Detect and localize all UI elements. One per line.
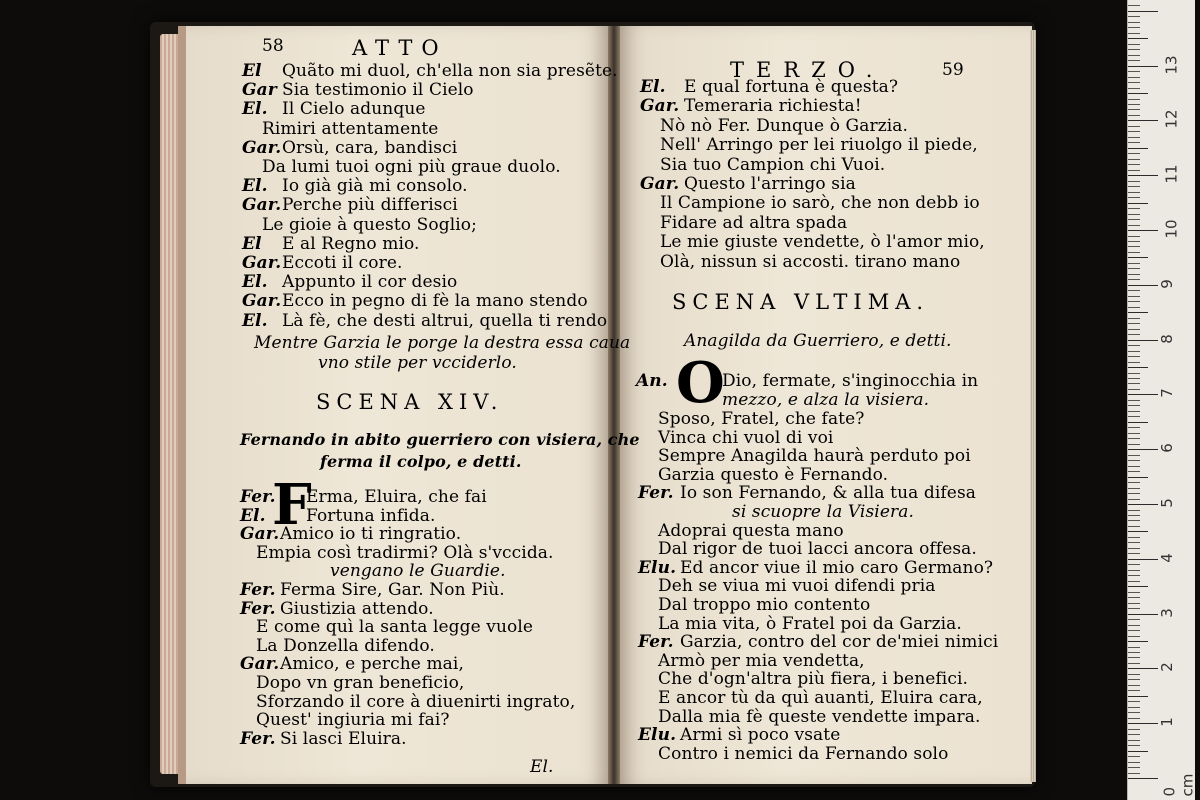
ruler-tick: [1128, 82, 1140, 83]
ruler-tick: [1128, 274, 1140, 275]
ruler-tick: [1128, 131, 1140, 132]
ruler-tick: [1128, 630, 1140, 631]
text-line: Io son Fernando, & alla tua difesa: [680, 483, 977, 504]
ruler-tick: [1128, 520, 1140, 521]
ruler-tick: [1128, 351, 1140, 352]
ruler-tick: [1128, 773, 1140, 774]
ruler-tick: [1128, 378, 1140, 379]
ruler-label: 6: [1157, 443, 1176, 453]
ruler-tick: [1128, 515, 1140, 516]
text-line: Deh se viua mi vuoi difendi pria: [658, 576, 936, 597]
ruler-tick: [1128, 745, 1140, 746]
ruler-tick: [1128, 592, 1140, 593]
text-line: Sposo, Fratel, che fate?: [658, 409, 865, 429]
ruler-label: 9: [1157, 279, 1176, 289]
text-line: Temeraria richiesta!: [684, 96, 862, 117]
ruler-tick: [1128, 553, 1140, 554]
ruler-tick: [1128, 762, 1140, 763]
ruler-tick: [1128, 241, 1140, 242]
ruler-tick: [1128, 619, 1140, 620]
ruler-tick: [1128, 279, 1140, 280]
ruler-tick: [1128, 71, 1140, 72]
text-line: Eccoti il core.: [282, 253, 403, 273]
measurement-ruler: [1127, 0, 1195, 800]
text-line: E ancor tù da quì auanti, Eluira cara,: [658, 688, 983, 708]
text-line: Ecco in pegno di fè la mano stendo: [282, 291, 588, 312]
ruler-tick: [1128, 362, 1140, 363]
text-line: Vinca chi vuol di voi: [658, 427, 834, 448]
ruler-tick: [1128, 433, 1140, 434]
ruler-label: 7: [1157, 388, 1176, 399]
speaker-label: El: [242, 61, 262, 81]
ruler-tick: [1128, 66, 1158, 67]
text-line: Nell' Arringo per lei riuolgo il piede,: [660, 135, 978, 156]
text-line: Dalla mia fè queste vendette impara.: [658, 706, 981, 727]
text-line: Orsù, cara, bandisci: [282, 137, 458, 158]
ruler-tick: [1128, 22, 1140, 23]
ruler-tick: [1128, 537, 1140, 538]
ruler-tick: [1128, 77, 1140, 78]
text-line: E al Regno mio.: [282, 233, 420, 254]
ruler-tick: [1128, 531, 1148, 532]
ruler-tick: [1128, 340, 1158, 341]
ruler-label: 13: [1162, 55, 1181, 75]
ruler-tick: [1128, 657, 1140, 658]
ruler-tick: [1128, 109, 1140, 110]
speaker-label: Fer.: [638, 483, 674, 504]
ruler-tick: [1128, 712, 1140, 713]
drop-cap-left: F: [272, 472, 312, 538]
speaker-label: El: [242, 233, 262, 254]
ruler-tick: [1128, 411, 1140, 412]
text-line: Le mie giuste vendette, ò l'amor mio,: [660, 232, 985, 253]
text-line: Appunto il cor desio: [282, 272, 458, 293]
ruler-tick: [1128, 115, 1140, 116]
ruler-label: 3: [1157, 607, 1176, 618]
text-line: vengano le Guardie.: [330, 561, 506, 582]
speaker-label: Gar.: [240, 524, 280, 545]
speaker-label: Gar: [242, 80, 277, 101]
ruler-tick: [1128, 225, 1140, 226]
text-line: Armò per mia vendetta,: [658, 650, 865, 671]
ruler-tick: [1128, 373, 1140, 374]
ruler-tick: [1128, 679, 1140, 680]
ruler-tick: [1128, 493, 1140, 494]
text-line: E qual fortuna è questa?: [684, 77, 899, 97]
ruler-label: 12: [1162, 109, 1181, 129]
ruler-tick: [1128, 510, 1140, 511]
ruler-tick: [1128, 148, 1148, 149]
text-line: si scuopre la Visiera.: [732, 502, 914, 522]
ruler-tick: [1128, 356, 1140, 357]
ruler-tick: [1128, 323, 1140, 324]
ruler-tick: [1128, 49, 1140, 50]
ruler-tick: [1128, 482, 1140, 483]
text-line: Fortuna infida.: [306, 505, 436, 526]
ruler-tick: [1128, 263, 1140, 264]
ruler-tick: [1128, 230, 1158, 231]
speaker-label: Elu.: [638, 557, 677, 578]
ruler-label: 10: [1162, 219, 1181, 239]
text-line: Ed ancor viue il mio caro Germano?: [680, 557, 994, 578]
ruler-label: 0 cm: [1160, 773, 1197, 797]
catchword: El.: [530, 757, 554, 777]
text-line: Empia così tradirmi? Olà s'vccida.: [256, 542, 554, 563]
ruler-tick: [1128, 345, 1140, 346]
ruler-tick: [1128, 11, 1158, 12]
text-line: Il Campione io sarò, che non debb io: [660, 193, 980, 214]
ruler-tick: [1128, 597, 1140, 598]
ruler-tick: [1128, 164, 1140, 165]
ruler-tick: [1128, 181, 1140, 182]
ruler-tick: [1128, 674, 1140, 675]
ruler-tick: [1128, 575, 1140, 576]
ruler-tick: [1128, 142, 1140, 143]
ruler-tick: [1128, 246, 1140, 247]
text-line: Sforzando il core à diuenirti ingrato,: [256, 691, 576, 712]
stage-direction: vno stile per vcciderlo.: [318, 353, 517, 373]
ruler-tick: [1128, 170, 1140, 171]
scene-cast-left: ferma il colpo, e detti.: [320, 452, 522, 471]
ruler-tick: [1128, 252, 1140, 253]
text-line: Sia testimonio il Cielo: [282, 80, 474, 101]
ruler-tick: [1128, 60, 1140, 61]
ruler-tick: [1128, 93, 1148, 94]
ruler-tick: [1128, 38, 1148, 39]
ruler-tick: [1128, 504, 1158, 505]
ruler-label: 4: [1157, 553, 1176, 563]
ruler-tick: [1128, 636, 1140, 637]
speaker-label: Fer.: [240, 728, 276, 749]
ruler-tick: [1128, 312, 1148, 313]
text-line: Olà, nissun si accosti. tirano mano: [660, 251, 961, 272]
text-line: Io già già mi consolo.: [282, 176, 468, 197]
speaker-label: Gar.: [640, 174, 680, 194]
scene-cast-right: Anagilda da Guerriero, e detti.: [684, 331, 952, 351]
text-line: Adoprai questa mano: [658, 520, 844, 541]
ruler-tick: [1128, 236, 1140, 237]
text-line: Giustizia attendo.: [280, 598, 434, 619]
text-line: Che d'ogn'altra più fiera, i benefici.: [658, 669, 968, 690]
page-number-left: 58: [262, 36, 284, 56]
ruler-tick: [1128, 559, 1158, 560]
speaker-label: Fer.: [240, 598, 276, 619]
ruler-tick: [1128, 740, 1140, 741]
ruler-tick: [1128, 455, 1140, 456]
ruler-tick: [1128, 192, 1140, 193]
ruler-label: 5: [1157, 498, 1176, 508]
ruler-tick: [1128, 120, 1158, 121]
ruler-tick: [1128, 499, 1140, 500]
ruler-tick: [1128, 405, 1140, 406]
text-line: Sempre Anagilda haurà perduto poi: [658, 446, 971, 467]
ruler-tick: [1128, 564, 1140, 565]
ruler-tick: [1128, 663, 1140, 664]
speaker-label: Fer.: [240, 580, 276, 600]
ruler-tick: [1128, 285, 1158, 286]
speaker-label: Gar.: [242, 137, 282, 158]
ruler-label: 11: [1162, 164, 1181, 184]
speaker-label: Gar.: [242, 291, 282, 312]
ruler-tick: [1128, 394, 1158, 395]
ruler-label: 2: [1157, 662, 1176, 673]
speaker-label: Fer.: [638, 632, 674, 653]
ruler-tick: [1128, 318, 1140, 319]
ruler-tick: [1128, 208, 1140, 209]
text-line: Là fè, che desti altrui, quella ti rendo: [282, 310, 608, 331]
text-line: Quãto mi duol, ch'ella non sia presẽte.: [282, 61, 618, 81]
ruler-tick: [1128, 603, 1140, 604]
ruler-tick: [1128, 668, 1158, 669]
ruler-tick: [1128, 701, 1140, 702]
text-line: Contro i nemici da Fernando solo: [658, 743, 949, 764]
ruler-tick: [1128, 734, 1140, 735]
text-line: Erma, Eluira, che fai: [306, 487, 487, 507]
ruler-tick: [1128, 460, 1140, 461]
ruler-tick: [1128, 751, 1148, 752]
ruler-tick: [1128, 329, 1140, 330]
text-line: Ferma Sire, Gar. Non Più.: [280, 580, 505, 600]
ruler-tick: [1128, 427, 1140, 428]
ruler-tick: [1128, 104, 1140, 105]
ruler-tick: [1128, 383, 1140, 384]
ruler-tick: [1128, 137, 1140, 138]
ruler-tick: [1128, 608, 1140, 609]
text-line: La mia vita, ò Fratel poi da Garzia.: [658, 613, 962, 634]
text-line: Si lasci Eluira.: [280, 728, 407, 749]
running-head-right: TERZO.: [730, 58, 885, 82]
ruler-tick: [1128, 652, 1140, 653]
ruler-tick: [1128, 219, 1140, 220]
ruler-tick: [1128, 290, 1140, 291]
ruler-tick: [1128, 444, 1140, 445]
ruler-tick: [1128, 99, 1140, 100]
ruler-tick: [1128, 690, 1140, 691]
running-head-left: ATTO: [352, 36, 448, 60]
text-line: Rimiri attentamente: [262, 118, 439, 139]
text-line: E come quì la santa legge vuole: [256, 617, 534, 638]
speaker-label: Gar.: [242, 195, 282, 216]
text-line: Nò nò Fer. Dunque ò Garzia.: [660, 115, 909, 136]
text-line: Il Cielo adunque: [282, 99, 426, 120]
speaker-label: Fer.: [240, 487, 276, 507]
ruler-tick: [1128, 197, 1140, 198]
speaker-label: El.: [242, 310, 268, 331]
right-page-edge: [1030, 30, 1036, 782]
ruler-tick: [1128, 625, 1140, 626]
ruler-tick: [1128, 175, 1158, 176]
ruler-tick: [1128, 301, 1140, 302]
speaker-label: El.: [242, 99, 268, 120]
ruler-tick: [1128, 729, 1140, 730]
stage-direction: Mentre Garzia le porge la destra essa caua: [254, 333, 631, 353]
ruler-tick: [1128, 27, 1140, 28]
speaker-label: El.: [240, 505, 266, 526]
ruler-tick: [1128, 186, 1140, 187]
ruler-tick: [1128, 334, 1140, 335]
ruler-tick: [1128, 723, 1158, 724]
ruler-tick: [1128, 647, 1140, 648]
ruler-tick: [1128, 526, 1140, 527]
ruler-tick: [1128, 586, 1148, 587]
text-line: Dal troppo mio contento: [658, 595, 871, 615]
scene-heading-left: SCENA XIV.: [316, 390, 504, 414]
scene-heading-right: SCENA VLTIMA.: [672, 290, 930, 314]
ruler-tick: [1128, 5, 1140, 6]
ruler-tick: [1128, 614, 1158, 615]
text-line: La Donzella difendo.: [256, 635, 435, 656]
ruler-tick: [1128, 707, 1140, 708]
ruler-tick: [1128, 44, 1140, 45]
ruler-tick: [1128, 641, 1148, 642]
ruler-tick: [1128, 214, 1140, 215]
ruler-tick: [1128, 449, 1158, 450]
text-line: Dal rigor de tuoi lacci ancora offesa.: [658, 539, 977, 560]
text-line: Questo l'arringo sia: [684, 174, 856, 194]
text-line: Amico io ti ringratio.: [280, 524, 462, 545]
ruler-tick: [1128, 389, 1140, 390]
text-line: Fidare ad altra spada: [660, 212, 848, 233]
speaker-label: An.: [636, 371, 668, 391]
ruler-tick: [1128, 257, 1148, 258]
ruler-tick: [1128, 542, 1140, 543]
ruler-tick: [1128, 268, 1140, 269]
ruler-tick: [1128, 778, 1158, 779]
text-line: Perche più differisci: [282, 195, 458, 216]
text-line: Amico, e perche mai,: [280, 654, 464, 675]
text-line: Armi sì poco vsate: [680, 725, 841, 746]
ruler-tick: [1128, 471, 1140, 472]
text-line: Da lumi tuoi ogni più graue duolo.: [262, 157, 561, 177]
ruler-tick: [1128, 88, 1140, 89]
speaker-label: Gar.: [640, 96, 680, 117]
ruler-tick: [1128, 307, 1140, 308]
ruler-tick: [1128, 126, 1140, 127]
ruler-tick: [1128, 477, 1148, 478]
page-edges: [160, 34, 178, 774]
ruler-tick: [1128, 767, 1140, 768]
text-line: Dopo vn gran beneficio,: [256, 673, 465, 693]
ruler-tick: [1128, 438, 1140, 439]
scene-cast-left: Fernando in abito guerriero con visiera, che: [240, 430, 640, 449]
speaker-label: Gar.: [242, 253, 282, 273]
text-line: Dio, fermate, s'inginocchia in: [722, 371, 979, 391]
text-line: Quest' ingiuria mi fai?: [256, 710, 450, 731]
speaker-label: Gar.: [240, 654, 280, 675]
ruler-tick: [1128, 756, 1140, 757]
ruler-label: 8: [1157, 333, 1176, 344]
ruler-tick: [1128, 570, 1140, 571]
ruler-tick: [1128, 159, 1140, 160]
text-line: Garzia questo è Fernando.: [658, 464, 889, 485]
page-number-right: 59: [942, 60, 964, 80]
ruler-tick: [1128, 581, 1140, 582]
speaker-label: El.: [640, 77, 666, 97]
ruler-tick: [1128, 696, 1148, 697]
ruler-tick: [1128, 55, 1140, 56]
speaker-label: Elu.: [638, 725, 677, 746]
ruler-tick: [1128, 203, 1148, 204]
text-line: Le gioie à questo Soglio;: [262, 214, 477, 235]
ruler-tick: [1128, 416, 1140, 417]
ruler-tick: [1128, 33, 1140, 34]
ruler-tick: [1128, 548, 1140, 549]
drop-cap-right: O: [676, 350, 725, 416]
text-line: Sia tuo Campion chi Vuoi.: [660, 154, 886, 175]
ruler-tick: [1128, 16, 1140, 17]
text-line: mezzo, e alza la visiera.: [722, 390, 930, 410]
ruler-tick: [1128, 718, 1140, 719]
ruler-tick: [1128, 153, 1140, 154]
ruler-label: 1: [1157, 717, 1176, 727]
ruler-tick: [1128, 685, 1140, 686]
ruler-tick: [1128, 400, 1140, 401]
book-gutter: [608, 26, 620, 784]
text-line: Garzia, contro del cor de'miei nimici: [680, 632, 999, 653]
speaker-label: El.: [242, 176, 268, 197]
ruler-tick: [1128, 367, 1148, 368]
ruler-tick: [1128, 466, 1140, 467]
ruler-tick: [1128, 422, 1148, 423]
ruler-tick: [1128, 488, 1140, 489]
ruler-tick: [1128, 296, 1140, 297]
speaker-label: El.: [242, 272, 268, 293]
